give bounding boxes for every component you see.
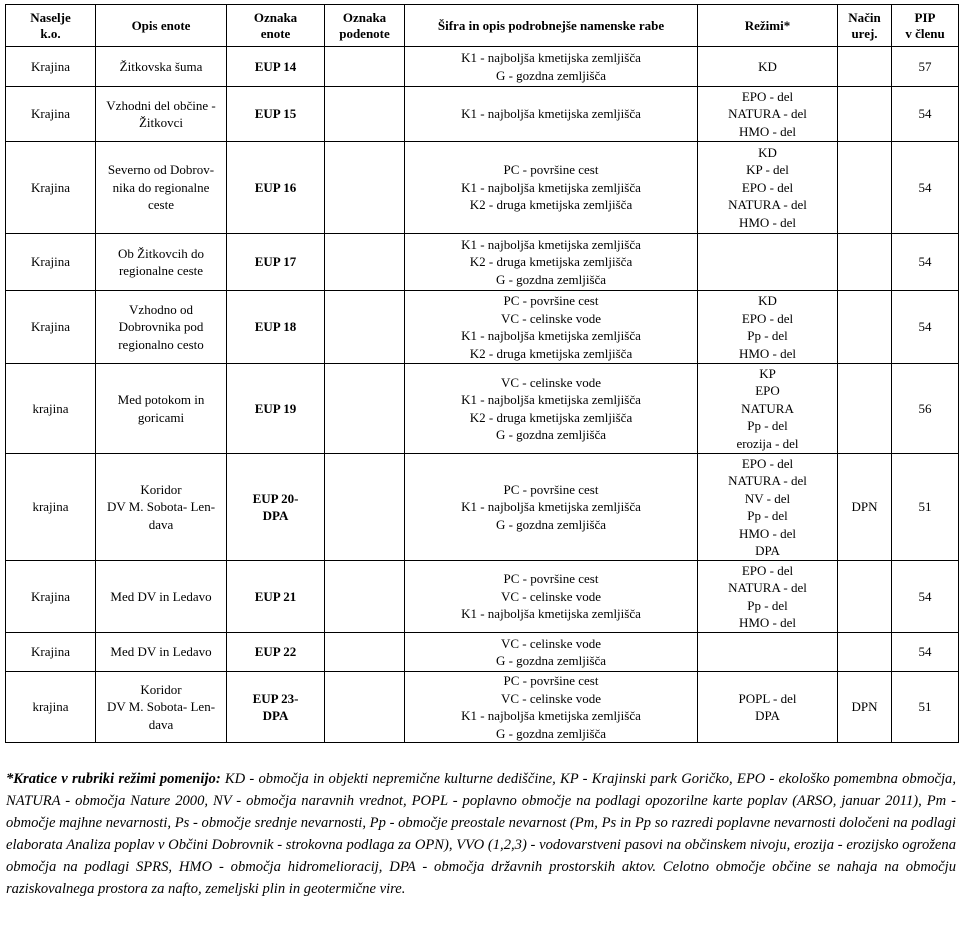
cell-pip: 51 [892, 454, 959, 561]
cell-rezimi [698, 364, 838, 454]
cell-sifra [405, 454, 698, 561]
cell-sifra-line: G - gozdna zemljišča [495, 516, 607, 532]
cell-opis [96, 142, 227, 234]
cell-oznaka-enote-line: EUP 16 [254, 179, 297, 195]
cell-opis-line: Med potokom in [117, 392, 205, 407]
cell-opis [96, 291, 227, 364]
cell-sifra-line: K1 - najboljša kmetijska zemljišča [461, 236, 641, 252]
cell-opis [96, 87, 227, 142]
table-row [6, 364, 959, 454]
cell-nacin [838, 87, 892, 142]
cell-sifra-line: K2 - druga kmetijska zemljišča [469, 409, 633, 425]
cell-nacin [838, 364, 892, 454]
cell-opis-line: DV M. Sobota- Len- [106, 699, 216, 715]
header-rezimi: Režimi* [698, 5, 838, 47]
cell-oznaka-enote [227, 633, 325, 672]
header-opis: Opis enote [96, 5, 227, 47]
cell-sifra-line: G - gozdna zemljišča [495, 271, 607, 287]
cell-oznaka-enote [227, 47, 325, 87]
table-row [6, 87, 959, 142]
cell-pip: 54 [892, 561, 959, 633]
cell-nacin: DPN [838, 672, 892, 743]
cell-oznaka-podenote [325, 87, 405, 142]
cell-rezimi-line: EPO - del [741, 455, 794, 471]
cell-rezimi-line: EPO - del [741, 562, 794, 578]
cell-nacin [838, 234, 892, 291]
cell-oznaka-enote-line: EUP 17 [254, 254, 297, 270]
cell-sifra-line: PC - površine cest [503, 481, 599, 497]
cell-oznaka-enote-line: EUP 22 [254, 644, 297, 660]
cell-oznaka-podenote [325, 142, 405, 234]
table-row [6, 47, 959, 87]
cell-rezimi-line: Pp - del [747, 597, 788, 613]
cell-rezimi-line: KP - del [746, 162, 789, 178]
cell-rezimi [698, 234, 838, 291]
cell-rezimi-line: HMO - del [738, 525, 797, 541]
spatial-units-table [5, 4, 959, 743]
cell-sifra-line: K1 - najboljša kmetijska zemljišča [461, 392, 641, 407]
cell-opis [96, 47, 227, 87]
cell-sifra-line: PC - površine cest [503, 571, 599, 587]
cell-opis-line: Ob Žitkovcih do [118, 245, 204, 261]
cell-sifra-line: K1 - najboljša kmetijska zemljišča [461, 606, 641, 622]
cell-oznaka-enote-line: EUP 18 [254, 319, 297, 335]
cell-sifra [405, 561, 698, 633]
header-naselje: Naselje k.o. [6, 5, 96, 47]
cell-sifra-line: K2 - druga kmetijska zemljišča [469, 197, 633, 213]
cell-rezimi-line: EPO [755, 383, 780, 399]
cell-naselje: Krajina [6, 561, 96, 633]
cell-naselje: Krajina [6, 633, 96, 672]
cell-rezimi-line: Pp - del [747, 418, 788, 434]
cell-sifra [405, 47, 698, 87]
cell-pip: 57 [892, 47, 959, 87]
cell-opis-line: dava [148, 716, 174, 732]
cell-rezimi [698, 672, 838, 743]
cell-oznaka-enote [227, 561, 325, 633]
cell-oznaka-podenote [325, 47, 405, 87]
cell-oznaka-enote [227, 87, 325, 142]
cell-rezimi-line: erozija - del [736, 435, 799, 451]
cell-oznaka-enote [227, 454, 325, 561]
table-row [6, 291, 959, 364]
header-oznaka-enote: Oznaka enote [227, 5, 325, 47]
cell-oznaka-enote [227, 234, 325, 291]
cell-naselje: Krajina [6, 47, 96, 87]
cell-rezimi-line: KD [758, 58, 777, 74]
footnote [6, 768, 956, 900]
cell-opis-line: Žitkovska šuma [119, 58, 203, 74]
cell-rezimi-line: KD [758, 144, 777, 160]
cell-oznaka-podenote [325, 291, 405, 364]
cell-rezimi-line: DPA [755, 708, 780, 723]
cell-rezimi-line: HMO - del [738, 123, 797, 139]
cell-nacin [838, 291, 892, 364]
footnote-text: KD - območja in objekti nepremične kulturne dediščine, KP - Krajinski park Goričko, EPO - ekološko pomembna območja, NATURA - območja Nature 2000, NV - območja naravnih vrednot, POPL - poplavno območje na podlagi opozorilne karte poplav (ARSO, januar 2011), Pm - območje majhne nevarnosti, Ps - območje srednje nevarnosti, Pp - območje preostale nevarnost (Pm, Ps in Pp so razredi poplavne nevarnosti določeni na podlagi elaborata Analiza poplav v Občini Dobrovnik - strokovna podlaga za OPN), VVO (1,2,3) - vodovarstveni pasovi na občinskem nivoju, erozija - erozijsko ogrožena območja na podlagi SPRS, HMO - območja hidromelioracij, DPA - območja državnih prostorskih aktov. Celotno območje občine se nahaja na območju raziskovalnega prostora za nafto, zemeljski plin in geotermične vire. [6, 771, 957, 897]
cell-pip: 54 [892, 291, 959, 364]
cell-oznaka-enote-line: EUP 21 [254, 588, 297, 604]
cell-opis-line: dava [148, 516, 174, 532]
cell-oznaka-enote [227, 672, 325, 743]
cell-opis-line: regionalno cesto [118, 336, 204, 352]
cell-oznaka-enote-line: EUP 20- [252, 490, 299, 506]
table-row [6, 234, 959, 291]
cell-nacin [838, 142, 892, 234]
cell-pip: 51 [892, 672, 959, 743]
cell-pip: 54 [892, 633, 959, 672]
cell-nacin [838, 47, 892, 87]
cell-opis-line: Žitkovci [138, 115, 184, 130]
cell-rezimi-line: HMO - del [738, 615, 797, 630]
table-row [6, 454, 959, 561]
cell-rezimi-line: Pp - del [747, 328, 788, 343]
cell-sifra-line: K1 - najboljša kmetijska zemljišča [461, 708, 641, 723]
cell-rezimi-line: NATURA - del [728, 580, 807, 595]
cell-nacin [838, 561, 892, 633]
cell-oznaka-podenote [325, 234, 405, 291]
cell-rezimi-line: NV - del [744, 490, 791, 506]
cell-rezimi-line: NATURA - del [728, 197, 807, 213]
cell-naselje: Krajina [6, 291, 96, 364]
cell-sifra-line: K1 - najboljša kmetijska zemljišča [461, 179, 641, 195]
cell-opis-line: Vzhodno od [129, 301, 193, 317]
cell-sifra-line: VC - celinske vode [500, 588, 601, 604]
cell-opis-line: ceste [148, 197, 174, 213]
cell-oznaka-enote [227, 142, 325, 234]
cell-sifra-line: G - gozdna zemljišča [495, 653, 607, 668]
cell-sifra-line: K1 - najboljša kmetijska zemljišča [461, 50, 641, 65]
cell-oznaka-enote-line: DPA [262, 508, 289, 523]
cell-rezimi-line: POPL - del [738, 690, 797, 706]
table-row [6, 142, 959, 234]
cell-sifra [405, 87, 698, 142]
cell-oznaka-podenote [325, 561, 405, 633]
cell-opis-line: goricami [137, 409, 185, 425]
cell-opis-line: regionalne ceste [118, 263, 204, 278]
header-oznaka-podenote: Oznaka podenote [325, 5, 405, 47]
cell-sifra-line: G - gozdna zemljišča [495, 427, 607, 442]
cell-pip: 56 [892, 364, 959, 454]
cell-opis [96, 454, 227, 561]
cell-rezimi [698, 561, 838, 633]
cell-oznaka-podenote [325, 672, 405, 743]
cell-rezimi-line: HMO - del [738, 345, 797, 361]
cell-sifra [405, 364, 698, 454]
cell-opis-line: Med DV in Ledavo [110, 644, 212, 660]
cell-oznaka-enote [227, 291, 325, 364]
cell-sifra-line: VC - celinske vode [500, 690, 601, 706]
cell-rezimi [698, 633, 838, 672]
cell-rezimi-line: NATURA - del [728, 473, 807, 488]
cell-pip: 54 [892, 142, 959, 234]
cell-rezimi [698, 87, 838, 142]
header-sifra: Šifra in opis podrobnejše namenske rabe [405, 5, 698, 47]
cell-sifra-line: PC - površine cest [503, 673, 599, 688]
cell-naselje: Krajina [6, 234, 96, 291]
cell-rezimi-line: DPA [755, 543, 780, 558]
cell-opis-line: Koridor [140, 481, 182, 497]
cell-sifra-line: G - gozdna zemljišča [495, 725, 607, 741]
cell-opis-line: Severno od Dobrov- [107, 162, 215, 178]
cell-nacin [838, 633, 892, 672]
table-row [6, 633, 959, 672]
cell-opis [96, 633, 227, 672]
cell-naselje: Krajina [6, 87, 96, 142]
cell-naselje: krajina [6, 672, 96, 743]
cell-sifra-line: VC - celinske vode [500, 635, 601, 651]
cell-rezimi [698, 47, 838, 87]
cell-oznaka-podenote [325, 633, 405, 672]
cell-rezimi [698, 454, 838, 561]
cell-sifra [405, 234, 698, 291]
cell-sifra-line: K1 - najboljša kmetijska zemljišča [461, 328, 641, 343]
cell-rezimi-line: EPO - del [741, 88, 794, 104]
cell-sifra-line: G - gozdna zemljišča [495, 67, 607, 83]
cell-oznaka-enote-line: EUP 15 [254, 106, 297, 122]
cell-rezimi [698, 291, 838, 364]
cell-sifra [405, 672, 698, 743]
cell-sifra [405, 142, 698, 234]
cell-rezimi-line: KD [758, 293, 777, 308]
cell-oznaka-podenote [325, 454, 405, 561]
cell-opis-line: Med DV in Ledavo [110, 588, 212, 604]
cell-sifra-line: VC - celinske vode [500, 310, 601, 326]
cell-sifra-line: PC - površine cest [503, 293, 599, 308]
cell-opis [96, 561, 227, 633]
cell-rezimi-line: KP [759, 365, 776, 381]
cell-rezimi-line: EPO - del [741, 310, 794, 326]
cell-naselje: Krajina [6, 142, 96, 234]
cell-oznaka-enote-line: EUP 23- [252, 690, 299, 706]
cell-opis [96, 234, 227, 291]
cell-opis-line: Koridor [140, 681, 182, 697]
cell-oznaka-enote-line: EUP 14 [254, 58, 297, 74]
cell-sifra-line: K1 - najboljša kmetijska zemljišča [461, 106, 641, 122]
header-nacin: Način urej. [838, 5, 892, 47]
header-pip: PIP v členu [892, 5, 959, 47]
cell-naselje: krajina [6, 454, 96, 561]
cell-nacin: DPN [838, 454, 892, 561]
cell-opis [96, 364, 227, 454]
cell-naselje: krajina [6, 364, 96, 454]
cell-pip: 54 [892, 87, 959, 142]
cell-oznaka-enote-line: EUP 19 [254, 400, 297, 416]
cell-sifra-line: VC - celinske vode [500, 374, 601, 390]
cell-opis-line: DV M. Sobota- Len- [106, 499, 216, 515]
cell-sifra-line: K2 - druga kmetijska zemljišča [469, 345, 633, 361]
footnote-lead: *Kratice v rubriki režimi pomenijo: [6, 771, 221, 787]
cell-rezimi-line: EPO - del [741, 179, 794, 195]
cell-sifra-line: K1 - najboljša kmetijska zemljišča [461, 499, 641, 515]
cell-sifra [405, 633, 698, 672]
cell-opis-line: nika do regionalne [112, 179, 210, 195]
cell-rezimi-line: HMO - del [738, 214, 797, 230]
cell-pip: 54 [892, 234, 959, 291]
table-row [6, 672, 959, 743]
cell-opis-line: Vzhodni del občine - [106, 97, 216, 113]
cell-opis [96, 672, 227, 743]
cell-sifra-line: K2 - druga kmetijska zemljišča [469, 254, 633, 270]
table-row [6, 561, 959, 633]
cell-oznaka-enote [227, 364, 325, 454]
cell-opis-line: Dobrovnika pod [118, 319, 204, 335]
header-row [6, 5, 959, 47]
cell-rezimi-line: NATURA [741, 400, 794, 416]
cell-rezimi-line: NATURA - del [728, 106, 807, 122]
cell-rezimi-line: Pp - del [747, 508, 788, 523]
cell-oznaka-podenote [325, 364, 405, 454]
cell-sifra [405, 291, 698, 364]
cell-sifra-line: PC - površine cest [503, 162, 599, 178]
cell-oznaka-enote-line: DPA [262, 708, 289, 723]
cell-rezimi [698, 142, 838, 234]
